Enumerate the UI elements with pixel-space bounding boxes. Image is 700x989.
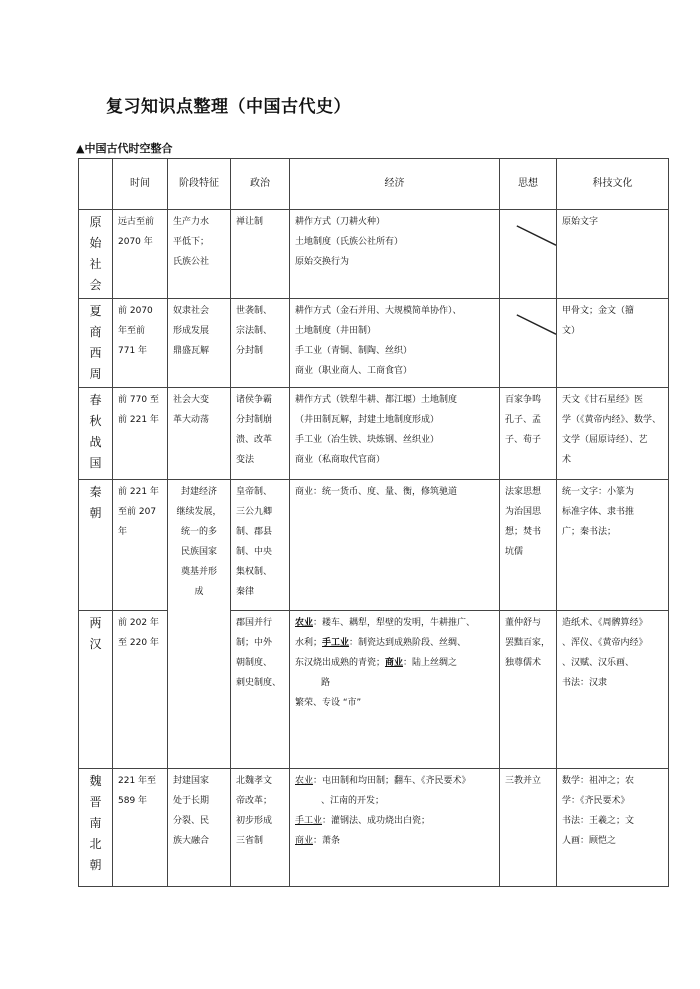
cell-line: 朝 — [89, 506, 102, 520]
economy-line — [295, 613, 494, 633]
stage-cell — [168, 388, 231, 480]
cell-line: 制、中央 — [236, 547, 273, 557]
cell-line: 独尊儒术 — [505, 658, 542, 668]
economy-category-label: 商业 — [295, 836, 314, 846]
cell-line: 北 — [89, 837, 102, 851]
cell-line: 想；焚书 — [505, 527, 542, 537]
cell-line: 生产力水 — [173, 217, 210, 227]
cell-line: 鼎盛瓦解 — [173, 346, 210, 356]
cell-line: 帝改革； — [236, 796, 273, 806]
economy-cell — [290, 611, 500, 769]
stage-cell — [168, 769, 231, 887]
header-cell-blank — [79, 159, 113, 210]
cell-line: 南 — [89, 816, 102, 830]
cell-line: 统一文字：小篆为 — [562, 487, 635, 497]
cell-line: 夏 — [89, 304, 102, 318]
cell-line: 589 年 — [118, 796, 148, 806]
cell-line: 分封制 — [236, 346, 264, 356]
cell-line: 两 — [89, 616, 102, 630]
header-cell-politics: 政治 — [231, 159, 290, 210]
economy-line — [295, 791, 494, 811]
section-subtitle: ▲中国古代时空整合 — [76, 142, 173, 155]
table-row — [79, 480, 669, 611]
cell-line: 三教并立 — [505, 776, 542, 786]
cell-line: 标准字体、隶书推 — [562, 507, 635, 517]
page-title: 复习知识点整理（中国古代史） — [106, 97, 351, 117]
history-table — [78, 158, 669, 887]
cell-line: 年 — [118, 527, 128, 537]
slash-stroke — [517, 226, 556, 245]
cell-line: 造纸术、《周髀算经》 — [562, 618, 648, 628]
cell-line: 前 221 年 — [118, 415, 159, 425]
economy-cell — [290, 480, 500, 611]
economy-line: 商业（私商取代官商） — [295, 455, 386, 465]
politics-cell — [231, 480, 290, 611]
table-row — [79, 299, 669, 388]
cell-line: 国 — [89, 456, 102, 470]
politics-cell — [231, 769, 290, 887]
cell-line: 处于长期 — [173, 796, 210, 806]
cell-line: 数学：祖冲之；农 — [562, 776, 635, 786]
economy-line: 手工业（青铜、制陶、丝织） — [295, 346, 413, 356]
slash-stroke — [517, 315, 556, 334]
cell-line: 书法：汉隶 — [562, 678, 608, 688]
thought-cell — [500, 769, 557, 887]
cell-line: 变法 — [236, 455, 255, 465]
cell-line: 朝制度、 — [236, 658, 273, 668]
economy-line: 耕作方式（刀耕火种） — [295, 217, 386, 227]
cell-line: 周 — [89, 367, 102, 381]
header-cell-stage: 阶段特征 — [168, 159, 231, 210]
cell-line: 朝 — [89, 858, 102, 872]
economy-category-label: 手工业 — [322, 638, 350, 648]
economy-line: 商业：统一货币、度、量、衡，修筑驰道 — [295, 487, 458, 497]
economy-line: 商业（职业商人、工商食官） — [295, 366, 413, 376]
cell-line: 皇帝制、 — [236, 487, 273, 497]
cell-line: 广；秦书法； — [562, 527, 617, 537]
economy-category-label: 手工业 — [295, 816, 323, 826]
cell-line: 形成发展 — [173, 326, 210, 336]
cell-line: 分裂、民 — [173, 816, 210, 826]
cell-line: 坑儒 — [505, 547, 524, 557]
politics-cell — [231, 611, 290, 769]
economy-text: 东汉烧出成熟的青瓷； — [295, 658, 386, 668]
cell-line: 前 221 年 — [118, 487, 159, 497]
cell-line: 221 年至 — [118, 776, 157, 786]
cell-line: 书法：王羲之；文 — [562, 816, 635, 826]
stage-cell-merged — [168, 480, 231, 769]
era-cell — [79, 299, 113, 388]
cell-line: 商 — [89, 325, 102, 339]
economy-category-label: 农业 — [295, 618, 314, 628]
economy-line: （井田制瓦解，封建土地制度形成） — [295, 415, 440, 425]
economy-text: ：耧车、耦犁，犁壁的发明，牛耕推广、 — [313, 618, 476, 628]
economy-cell — [290, 769, 500, 887]
header-cell-thought: 思想 — [500, 159, 557, 210]
cell-line: 西 — [89, 346, 102, 360]
cell-line: 封建经济 — [180, 487, 217, 497]
economy-line: 土地制度（井田制） — [295, 326, 377, 336]
cell-line: 前 770 至 — [118, 395, 159, 405]
table-row — [79, 769, 669, 887]
era-cell — [79, 611, 113, 769]
era-cell — [79, 480, 113, 611]
culture-cell — [557, 210, 669, 299]
politics-cell — [231, 388, 290, 480]
economy-text: ：陆上丝绸之 — [403, 658, 458, 668]
economy-line — [295, 633, 494, 653]
cell-line: 学：《齐民要术》 — [562, 796, 630, 806]
cell-line: 原始文字 — [562, 217, 599, 227]
cell-line: 氏族公社 — [173, 257, 210, 267]
era-cell — [79, 388, 113, 480]
culture-cell — [557, 769, 669, 887]
time-cell — [113, 480, 168, 611]
cell-line: 宗法制、 — [236, 326, 273, 336]
economy-text: 路 — [321, 678, 331, 688]
cell-line: 、浑仪、《黄帝内经》 — [562, 638, 648, 648]
cell-line: 原 — [89, 215, 102, 229]
cell-line: 董仲舒与 — [505, 618, 542, 628]
cell-line: 术 — [562, 455, 572, 465]
cell-line: 刺史制度、 — [236, 678, 282, 688]
cell-line: 百家争鸣 — [505, 395, 542, 405]
economy-category-label: 农业 — [295, 776, 314, 786]
stage-cell — [168, 210, 231, 299]
cell-line: 奠基并形 — [180, 567, 217, 577]
cell-line: 封建国家 — [173, 776, 210, 786]
cell-line: 秦律 — [236, 587, 255, 597]
header-cell-time: 时间 — [113, 159, 168, 210]
economy-line — [295, 811, 494, 831]
thought-cell-empty — [500, 210, 557, 299]
cell-line: 学（《黄帝内经》、数学、 — [562, 415, 662, 425]
cell-line: 分封制崩 — [236, 415, 273, 425]
economy-text: ：灌钢法、成功烧出白瓷； — [322, 816, 431, 826]
handwritten-slash-mark — [500, 299, 556, 387]
economy-line: 耕作方式（金石并用、大规模简单协作）、 — [295, 306, 462, 316]
cell-line: 三省制 — [236, 836, 264, 846]
culture-cell — [557, 611, 669, 769]
era-cell — [79, 210, 113, 299]
cell-line: 前 202 年 — [118, 618, 159, 628]
cell-line: 天文《甘石星经》医 — [562, 395, 644, 405]
thought-cell — [500, 611, 557, 769]
cell-line: 魏 — [89, 774, 102, 788]
cell-line: 革大动荡 — [173, 415, 210, 425]
cell-line: 、汉赋、汉乐画、 — [562, 658, 635, 668]
cell-line: 春 — [89, 393, 102, 407]
cell-line: 为治国思 — [505, 507, 542, 517]
cell-line: 溃、改革 — [236, 435, 273, 445]
cell-line: 2070 年 — [118, 237, 153, 247]
cell-line: 甲骨文；金文（籀 — [562, 306, 635, 316]
table-header-row — [79, 159, 669, 210]
economy-text: ：萧条 — [313, 836, 341, 846]
cell-line: 郡国并行 — [236, 618, 273, 628]
cell-line: 成 — [194, 587, 204, 597]
economy-text: 繁荣、专设 “市” — [295, 698, 362, 708]
economy-category-label: 商业 — [385, 658, 404, 668]
cell-line: 集权制、 — [236, 567, 273, 577]
era-cell — [79, 769, 113, 887]
cell-line: 年至前 — [118, 326, 146, 336]
cell-line: 文学（屈原诗经）、艺 — [562, 435, 648, 445]
economy-line: 原始交换行为 — [295, 257, 350, 267]
cell-line: 族大融合 — [173, 836, 210, 846]
handwritten-slash-mark — [500, 210, 556, 298]
cell-line: 初步形成 — [236, 816, 273, 826]
cell-line: 至 220 年 — [118, 638, 159, 648]
cell-line: 制、郡县 — [236, 527, 273, 537]
table-row — [79, 388, 669, 480]
cell-line: 晋 — [89, 795, 102, 809]
time-cell — [113, 299, 168, 388]
table-row — [79, 611, 669, 769]
politics-cell — [231, 210, 290, 299]
cell-line: 继续发展， — [176, 507, 222, 517]
cell-line: 秦 — [89, 485, 102, 499]
cell-line: 子、荀子 — [505, 435, 542, 445]
cell-line: 社 — [89, 257, 102, 271]
cell-line: 制；中外 — [236, 638, 273, 648]
economy-line — [295, 693, 494, 713]
cell-line: 孔子、孟 — [505, 415, 542, 425]
cell-line: 会 — [89, 278, 102, 292]
cell-line: 战 — [89, 435, 102, 449]
culture-cell — [557, 480, 669, 611]
cell-line: 远古至前 — [118, 217, 155, 227]
time-cell — [113, 210, 168, 299]
stage-cell — [168, 299, 231, 388]
economy-cell — [290, 299, 500, 388]
economy-text: ：制瓷达到成熟阶段、丝绸、 — [349, 638, 467, 648]
cell-line: 秋 — [89, 414, 102, 428]
cell-line: 771 年 — [118, 346, 148, 356]
cell-line: 奴隶社会 — [173, 306, 210, 316]
cell-line: 文） — [562, 326, 581, 336]
economy-line: 土地制度（氏族公社所有） — [295, 237, 404, 247]
cell-line: 平低下； — [173, 237, 210, 247]
economy-text: 、江南的开发； — [321, 796, 385, 806]
cell-line: 罢黜百家， — [505, 638, 551, 648]
economy-line — [295, 673, 494, 693]
economy-cell — [290, 388, 500, 480]
cell-line: 诸侯争霸 — [236, 395, 273, 405]
economy-cell — [290, 210, 500, 299]
cell-line: 法家思想 — [505, 487, 542, 497]
economy-line — [295, 771, 494, 791]
cell-line: 社会大变 — [173, 395, 210, 405]
politics-cell — [231, 299, 290, 388]
culture-cell — [557, 388, 669, 480]
time-cell — [113, 611, 168, 769]
cell-line: 始 — [89, 236, 102, 250]
thought-cell-empty — [500, 299, 557, 388]
cell-line: 北魏孝文 — [236, 776, 273, 786]
header-cell-economy: 经济 — [290, 159, 500, 210]
economy-line: 手工业（冶生铁、块炼钢、丝织业） — [295, 435, 440, 445]
cell-line: 统一的多 — [180, 527, 217, 537]
cell-line: 禅让制 — [236, 217, 264, 227]
thought-cell — [500, 388, 557, 480]
economy-line — [295, 831, 494, 851]
economy-text: ：屯田制和均田制；翻车、《齐民要术》 — [313, 776, 471, 786]
table-row — [79, 210, 669, 299]
economy-line — [295, 653, 494, 673]
cell-line: 前 2070 — [118, 306, 153, 316]
economy-text: 水利； — [295, 638, 323, 648]
cell-line: 汉 — [89, 637, 102, 651]
cell-line: 至前 207 — [118, 507, 157, 517]
cell-line: 世袭制、 — [236, 306, 273, 316]
economy-line: 耕作方式（铁犁牛耕、都江堰）土地制度 — [295, 395, 458, 405]
header-cell-culture: 科技文化 — [557, 159, 669, 210]
time-cell — [113, 388, 168, 480]
cell-line: 人画：顾恺之 — [562, 836, 617, 846]
thought-cell — [500, 480, 557, 611]
cell-line: 民族国家 — [180, 547, 217, 557]
culture-cell — [557, 299, 669, 388]
time-cell — [113, 769, 168, 887]
cell-line: 三公九卿 — [236, 507, 273, 517]
